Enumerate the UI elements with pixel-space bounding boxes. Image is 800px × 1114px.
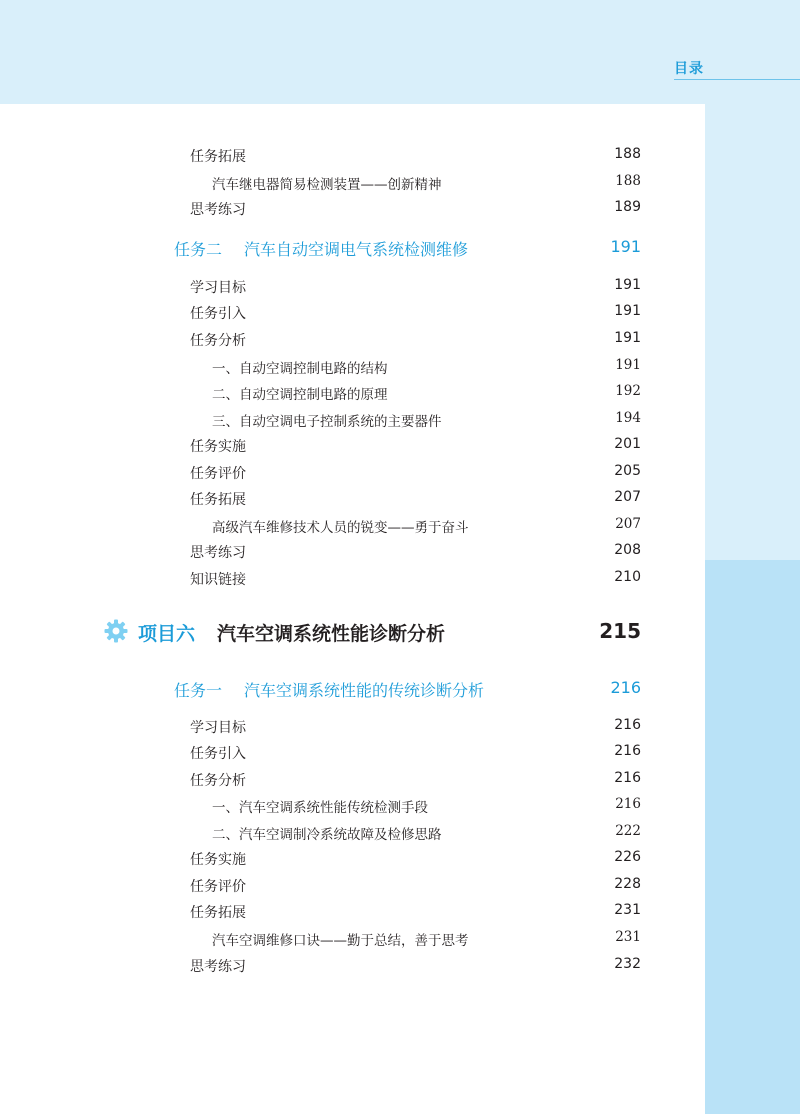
toc-entry-title: 知识链接 [190,572,246,588]
toc-entry-page: 222 [615,823,641,839]
toc-entry-page: 205 [614,463,641,479]
toc-entry[interactable] [0,410,800,436]
project-number: 项目六 [138,623,196,645]
toc-entry-page: 228 [614,876,641,892]
toc-entry-title: 思考练习 [190,202,246,218]
toc-entry-title: 二、自动空调控制电路的原理 [212,387,388,403]
task-heading-label [174,237,468,260]
toc-entry[interactable] [0,849,800,875]
toc-entry[interactable] [0,436,800,462]
toc-entry[interactable] [0,383,800,409]
toc-entry-title: 高级汽车维修技术人员的锐变——勇于奋斗 [212,520,469,536]
toc-entry-title: 任务拓展 [190,149,246,165]
toc-entry[interactable] [0,569,800,595]
toc-entry[interactable] [0,743,800,769]
toc-entry[interactable] [0,357,800,383]
toc-entry-page: 189 [614,199,641,215]
toc-entry[interactable] [0,146,800,172]
toc-entry-page: 188 [614,146,641,162]
toc-entry-page: 216 [615,796,641,812]
project-title: 汽车空调系统性能诊断分析 [217,623,446,645]
toc-entry-page: 231 [614,902,641,918]
toc-entry-page: 191 [614,303,641,319]
toc-entry-title: 学习目标 [190,280,246,296]
toc-entry-title: 任务引入 [190,746,246,762]
project-heading[interactable] [0,619,800,649]
task-heading[interactable] [0,678,800,704]
toc-entry-page: 208 [614,542,641,558]
toc-entry[interactable] [0,516,800,542]
project-heading-label [138,619,445,646]
toc-entry-title: 任务拓展 [190,492,246,508]
task-title: 汽车自动空调电气系统检测维修 [244,240,469,259]
task-page: 191 [610,237,641,256]
toc-entry-title: 汽车空调维修口诀——勤于总结，善于思考 [212,933,469,949]
project-page: 215 [599,619,641,643]
toc-entry-page: 201 [614,436,641,452]
toc-entry[interactable] [0,956,800,982]
toc-entry-page: 232 [614,956,641,972]
toc-entry[interactable] [0,330,800,356]
toc-entry[interactable] [0,542,800,568]
toc-entry-title: 任务拓展 [190,905,246,921]
task-heading[interactable] [0,237,800,263]
toc-entry-page: 216 [614,717,641,733]
toc-entry-page: 207 [615,516,641,532]
toc-entry-title: 三、自动空调电子控制系统的主要器件 [212,414,442,430]
toc-entry-page: 216 [614,743,641,759]
toc-entry-page: 191 [614,330,641,346]
toc-entry-page: 194 [615,410,641,426]
toc-entry[interactable] [0,717,800,743]
toc-entry-title: 任务分析 [190,773,246,789]
toc-entry[interactable] [0,199,800,225]
toc-entry-title: 任务引入 [190,306,246,322]
toc-entry[interactable] [0,303,800,329]
toc-entry-title: 汽车继电器简易检测装置——创新精神 [212,177,442,193]
task-heading-label [174,678,484,701]
toc-entry[interactable] [0,902,800,928]
header-band [0,0,800,104]
toc-entry-page: 192 [615,383,641,399]
toc-entry[interactable] [0,929,800,955]
header-title: 目录 [674,61,704,77]
toc-entry-title: 思考练习 [190,545,246,561]
toc-entry-page: 231 [615,929,641,945]
toc-entry-title: 任务分析 [190,333,246,349]
toc-entry-title: 任务评价 [190,466,246,482]
toc-entry[interactable] [0,173,800,199]
toc-entry-title: 任务实施 [190,852,246,868]
toc-entry[interactable] [0,796,800,822]
task-number: 任务二 [174,240,223,259]
toc-entry-page: 210 [614,569,641,585]
toc-entry[interactable] [0,823,800,849]
toc-entry[interactable] [0,770,800,796]
header-divider [674,79,800,80]
task-page: 216 [610,678,641,697]
toc-entry-page: 191 [614,277,641,293]
toc-entry-title: 学习目标 [190,720,246,736]
toc-entry-page: 207 [614,489,641,505]
toc-entry[interactable] [0,277,800,303]
task-title: 汽车空调系统性能的传统诊断分析 [244,681,485,700]
toc-entry-title: 任务实施 [190,439,246,455]
toc-entry[interactable] [0,876,800,902]
toc-entry-page: 188 [615,173,641,189]
toc-entry-title: 一、自动空调控制电路的结构 [212,361,388,377]
task-number: 任务一 [174,681,223,700]
toc-entry-title: 一、汽车空调系统性能传统检测手段 [212,800,428,816]
toc-entry-page: 191 [615,357,641,373]
toc-entry-page: 226 [614,849,641,865]
toc-entry-title: 思考练习 [190,959,246,975]
toc-entry[interactable] [0,489,800,515]
toc-entry-title: 任务评价 [190,879,246,895]
toc-entry-title: 二、汽车空调制冷系统故障及检修思路 [212,827,442,843]
toc-entry[interactable] [0,463,800,489]
toc-entry-page: 216 [614,770,641,786]
